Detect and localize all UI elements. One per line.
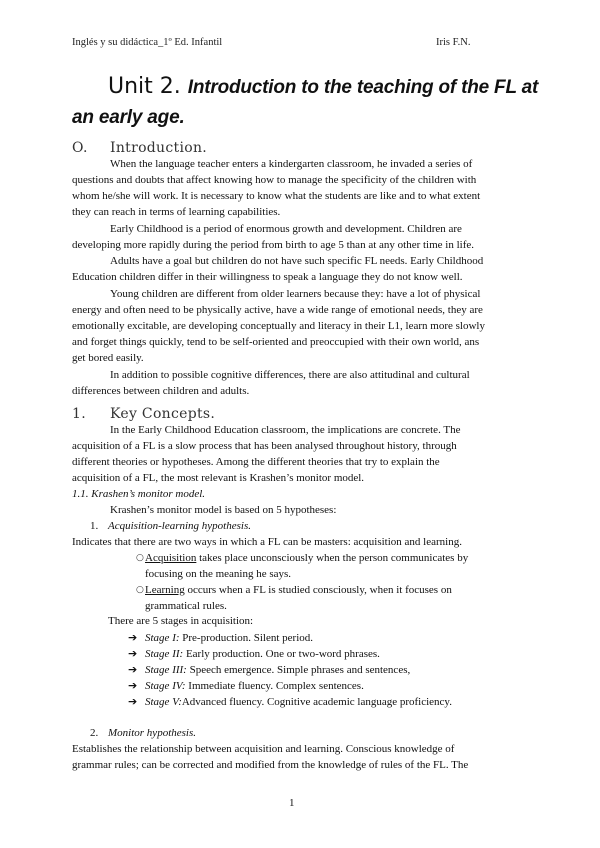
paragraph-line: different theories or hypotheses. Among the different theories that try to explain the	[72, 456, 440, 468]
subsection-heading: 1.1. Krashen’s monitor model.	[72, 488, 206, 500]
right-arrow-icon: ➔	[128, 631, 138, 644]
stage-item	[145, 646, 380, 662]
bullet-term: Acquisition	[145, 552, 197, 564]
paragraph-line: acquisition of a FL, the most relevant is Krashen’s monitor model.	[72, 472, 365, 484]
stage-item	[145, 630, 313, 646]
stage-text: Advanced fluency. Cognitive academic language proficiency.	[181, 696, 452, 708]
paragraph-line: questions and doubts that affect knowing how to manage the specificity of the children with	[72, 174, 477, 186]
paragraph-line: whom he/she will work. It is necessary to know what the students are like and to what extent	[72, 190, 481, 202]
paragraph-line: In the Early Childhood Education classroom, the implications are concrete. The	[110, 424, 461, 436]
title-unit: Unit 2.	[108, 74, 181, 99]
hollow-circle-bullet-icon: ○	[136, 553, 144, 563]
paragraph-line: they can reach in terms of learning capabilities.	[72, 206, 281, 218]
paragraph-line: Young children are different from older learners because they: have a lot of physical	[110, 288, 481, 300]
section-title: Introduction.	[110, 140, 208, 156]
bullet-learning	[145, 582, 452, 598]
bullet-text: occurs when a FL is studied consciously, when it focuses on	[184, 584, 452, 596]
paragraph-line: When the language teacher enters a kindergarten classroom, he invaded a series of	[110, 158, 473, 170]
title-subtitle: Introduction to the teaching of the FL at	[187, 77, 539, 98]
title-subtitle-cont: an early age.	[72, 107, 185, 128]
stages-intro: There are 5 stages in acquisition:	[108, 615, 254, 627]
stage-label: Stage IV:	[145, 680, 186, 692]
paragraph-line: Indicates that there are two ways in which a FL can be masters: acquisition and learning.	[72, 536, 462, 548]
stage-label: Stage III:	[145, 664, 187, 676]
bullet-acquisition	[145, 550, 468, 566]
paragraph-line: Establishes the relationship between acquisition and learning. Conscious knowledge of	[72, 743, 455, 755]
header-author: Iris F.N.	[436, 37, 471, 48]
paragraph-line: In addition to possible cognitive differences, there are also attitudinal and cultural	[110, 369, 470, 381]
paragraph-line: Education children differ in their willingness to speak a language they do not know well.	[72, 271, 463, 283]
paragraph-line: Early Childhood is a period of enormous growth and development. Children are	[110, 223, 462, 235]
page-title	[108, 73, 538, 102]
hypothesis-1-number: 1.	[90, 520, 99, 532]
hypothesis-2-number: 2.	[90, 727, 99, 739]
hypothesis-1-title: Acquisition-learning hypothesis.	[108, 520, 251, 532]
paragraph-line: developing more rapidly during the period from birth to age 5 than at any other time in life.	[72, 239, 474, 251]
right-arrow-icon: ➔	[128, 647, 138, 660]
hypothesis-2-title: Monitor hypothesis.	[108, 727, 196, 739]
stage-item	[145, 678, 364, 694]
bullet-text-cont: focusing on the meaning he says.	[145, 568, 292, 580]
section-number: 1.	[72, 406, 86, 422]
paragraph-line: energy and often need to be physically active, have a wide range of emotional needs, they are	[72, 304, 483, 316]
paragraph-line: grammar rules; can be corrected and modified from the knowledge of rules of the FL. The	[72, 759, 469, 771]
section-heading-key-concepts	[72, 405, 215, 423]
bullet-text-cont: grammatical rules.	[145, 600, 227, 612]
right-arrow-icon: ➔	[128, 663, 138, 676]
right-arrow-icon: ➔	[128, 695, 138, 708]
stage-text: Immediate fluency. Complex sentences.	[185, 680, 364, 692]
section-number: O.	[72, 140, 88, 156]
paragraph-line: get bored easily.	[72, 352, 144, 364]
paragraph-line: and forget things quickly, tend to be self-oriented and preoccupied with their own world, ans	[72, 336, 480, 348]
stage-item	[145, 694, 452, 710]
section-title: Key Concepts.	[110, 406, 216, 422]
page-number: 1	[289, 797, 295, 809]
bullet-text: takes place unconsciously when the person communicates by	[196, 552, 469, 564]
paragraph-line: emotionally excitable, are developing conceptually and literacy in their L1, learn more slowly	[72, 320, 485, 332]
stage-text: Early production. One or two-word phrases.	[183, 648, 380, 660]
section-heading-introduction	[72, 139, 207, 157]
paragraph-line: Krashen’s monitor model is based on 5 hypotheses:	[110, 504, 337, 516]
right-arrow-icon: ➔	[128, 679, 138, 692]
paragraph-line: Adults have a goal but children do not have such specific FL needs. Early Childhood	[110, 255, 484, 267]
hollow-circle-bullet-icon: ○	[136, 585, 144, 595]
stage-label: Stage I:	[145, 632, 180, 644]
stage-label: Stage V:	[145, 696, 182, 708]
stage-label: Stage II:	[145, 648, 184, 660]
paragraph-line: acquisition of a FL is a slow process that has been analysed throughout history, through	[72, 440, 457, 452]
stage-item	[145, 662, 410, 678]
stage-text: Pre-production. Silent period.	[179, 632, 314, 644]
stage-text: Speech emergence. Simple phrases and sentences,	[186, 664, 411, 676]
paragraph-line: differences between children and adults.	[72, 385, 250, 397]
bullet-term: Learning	[145, 584, 185, 596]
header-course: Inglés y su didáctica_1º Ed. Infantil	[72, 37, 223, 48]
